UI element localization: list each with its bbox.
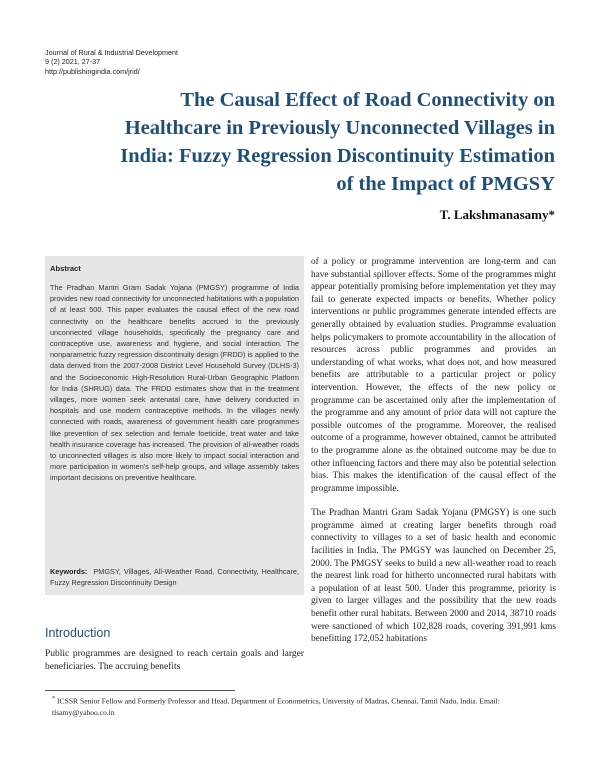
abstract-body: The Pradhan Mantri Gram Sadak Yojana (PMGSY) programme of India provides new road connectivity for unconnected habitations with a population of at least 500. This paper evaluates the causal effect of the new road connectivity on the healthcare benefits accrued to the previously unconnected village households, specifically the pregnancy care and contraceptive use, awareness and hygiene, and social interaction. The nonparametric fuzzy regression discontinuity design (FRDD) is applied to the data derived from the 2007-2008 District Level Household Survey (DLHS-3) and the Socioeconomic High-Resolution Rural-Urban Geographic Platform for India (SHRUG) data. The FRDD estimates show that in the treatment villages, more women seek antenatal care, have delivery conducted in hospitals and use modern contraceptive methods. In the villages newly connected with roads, awareness of government health care programmes like prevention of sex selection and female foeticide, treat water and take health insurance coverage has increased. The provision of all-weather roads to unconnected villages is also more likely to impact social interaction and more participation in women's self-help groups, and village assembly takes important decisions on preventive healthcare. <box>50 283 299 483</box>
journal-header <box>45 48 178 76</box>
abstract-box <box>45 256 304 595</box>
paragraph: of a policy or programme intervention are long-term and can have substantial spillover effects. Some of the programmes might appear potentially promising before implementation yet they may fail to generate expected impacts or benefits. Whether policy interventions or public programmes generate intended effects are generally obtained by evaluation studies. Programme evaluation helps policymakers to promote accountability in the allocation of resources across public programmes and provides an understanding of what works, what does not, and how measured benefits are attributable to a particular project or policy intervention. However, the effects of the new policy or programme can be ascertained only after the implementation of the programme and any amount of prior data will not capture the possible outcomes of the programme. Moreover, the realised outcome of a programme, however obtained, cannot be attributed to the programme alone as the obtained outcome may be due to other influencing factors and there may also be potential selection bias. This makes the identification of the causal effect of the programme impossible. <box>311 257 556 494</box>
title-line: India: Fuzzy Regression Discontinuity Estimation <box>120 145 555 167</box>
introduction-heading: Introduction <box>45 626 111 640</box>
right-column <box>311 256 556 646</box>
footnote-text: ICSSR Senior Fellow and Formerly Professor and Head, Department of Econometrics, University of Madras, Chennai, Tamil Nadu, India. Email: tlsamy@yahoo.co.in <box>52 696 500 717</box>
keywords <box>50 566 299 588</box>
footnote-mark: * <box>52 696 55 702</box>
keywords-label: Keywords: <box>50 567 88 576</box>
abstract-heading: Abstract <box>50 264 81 273</box>
journal-name: Journal of Rural & Industrial Development <box>45 48 179 57</box>
footnote-divider <box>45 690 235 691</box>
footnote <box>52 694 557 718</box>
title-line: Healthcare in Previously Unconnected Villages in <box>124 117 555 139</box>
title-line: of the Impact of PMGSY <box>336 173 555 195</box>
paragraph: The Pradhan Mantri Gram Sadak Yojana (PMGSY) is one such programme aimed at creating larger benefits through road connectivity to villages to a set of basic health and economic facilities in India. The PMGSY was launched on December 25, 2000. The PMGSY seeks to build a new all-weather road to reach the nearest link road for hitherto unconnected rural habitats with a population of at least 500. Under this programme, priority is given to larger villages and the possibility that the new roads benefit other rural habitats. Between 2000 and 2014, 38710 roads were sanctioned of which 102,828 roads, covering 391,991 kms benefitting 172,052 habitations <box>311 508 556 645</box>
title-line: The Causal Effect of Road Connectivity on <box>180 89 555 111</box>
keywords-text: PMGSY, Villages, All-Weather Road, Connectivity, Healthcare, Fuzzy Regression Discontinuity Design <box>50 567 299 588</box>
article-title <box>45 86 555 198</box>
introduction-body: Public programmes are designed to reach certain goals and larger beneficiaries. The accruing benefits <box>45 649 304 672</box>
journal-volume: 9 (2) 2021, 27-37 <box>45 57 101 67</box>
author-name: T. Lakshmanasamy* <box>439 207 555 222</box>
journal-url[interactable]: http://publishingindia.com/jrid/ <box>45 66 140 76</box>
